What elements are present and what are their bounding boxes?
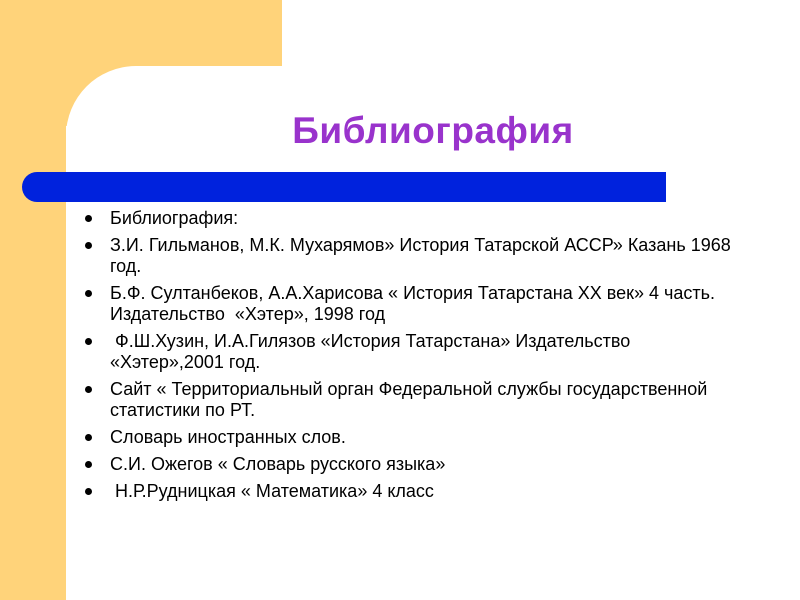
bullet-dot-icon: [85, 488, 92, 495]
list-item: [82, 283, 742, 325]
list-item: [82, 208, 742, 229]
bullet-dot-icon: [85, 290, 92, 297]
title-underline-bar: [22, 172, 666, 202]
list-item: [82, 481, 742, 502]
list-item-text: Словарь иностранных слов.: [110, 427, 346, 447]
bullet-dot-icon: [85, 461, 92, 468]
list-item-text: Ф.Ш.Хузин, И.А.Гилязов «История Татарстана» Издательство «Хэтер»,2001 год.: [110, 331, 641, 372]
list-item: [82, 427, 742, 448]
bullet-dot-icon: [85, 338, 92, 345]
bullet-dot-icon: [85, 215, 92, 222]
accent-top-band: [0, 0, 282, 66]
list-item-text: З.И. Гильманов, М.К. Мухарямов» История Татарской АССР» Казань 1968 год.: [110, 235, 736, 276]
list-item-text: Библиография:: [110, 208, 239, 228]
list-item: [82, 454, 742, 475]
bullet-dot-icon: [85, 386, 92, 393]
list-item-text: С.И. Ожегов « Словарь русского языка»: [110, 454, 446, 474]
accent-left-band: [0, 0, 66, 600]
bullet-dot-icon: [85, 242, 92, 249]
bullet-dot-icon: [85, 434, 92, 441]
list-item-text: Н.Р.Рудницкая « Математика» 4 класс: [110, 481, 434, 501]
list-item-text: Сайт « Территориальный орган Федеральной службы государственной статистики по РТ.: [110, 379, 713, 420]
list-item: [82, 331, 742, 373]
list-item-text: Б.Ф. Султанбеков, А.А.Харисова « История Татарстана XX век» 4 часть. Издательство «Хэтер», 1998 год: [110, 283, 721, 324]
bibliography-list: [82, 208, 742, 508]
list-item: [82, 235, 742, 277]
list-item: [82, 379, 742, 421]
slide-title: Библиография: [292, 110, 574, 151]
